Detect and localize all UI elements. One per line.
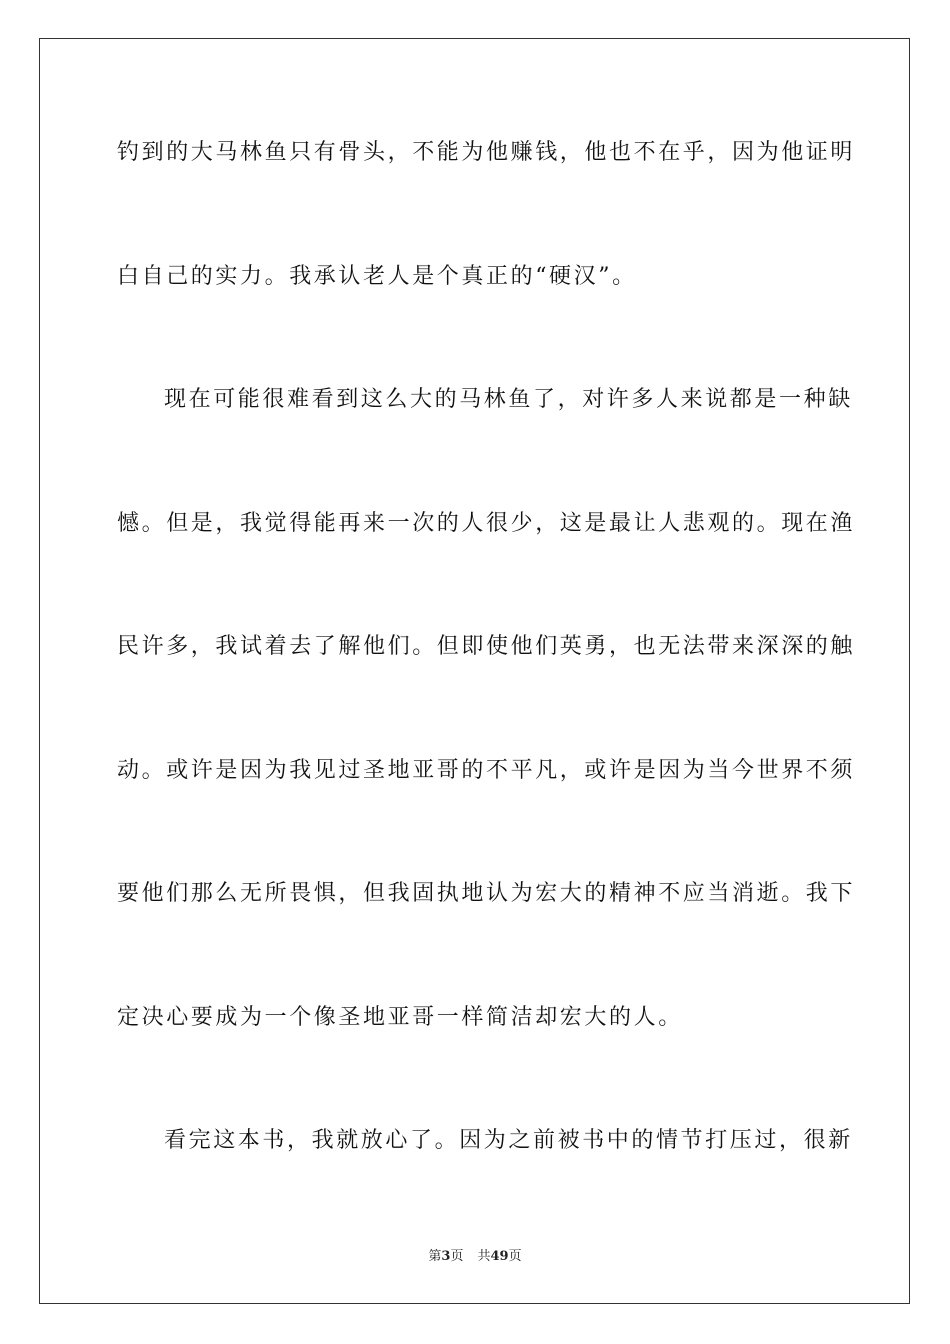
paragraph-2-line-2: 憾。但是，我觉得能再来一次的人很少，这是最让人悲观的。现在渔 — [117, 511, 856, 536]
page-prefix: 第 — [428, 1249, 442, 1264]
paragraph-2-line-6: 定决心要成为一个像圣地亚哥一样简洁却宏大的人。 — [117, 1005, 683, 1030]
page-border — [39, 38, 910, 1304]
paragraph-2-line-1: 现在可能很难看到这么大的马林鱼了，对许多人来说都是一种缺 — [164, 387, 853, 412]
paragraph-3-line-1: 看完这本书，我就放心了。因为之前被书中的情节打压过，很新 — [164, 1128, 853, 1153]
total-prefix: 共 — [477, 1249, 491, 1264]
paragraph-2-line-5: 要他们那么无所畏惧，但我固执地认为宏大的精神不应当消逝。我下 — [117, 881, 856, 906]
page-footer — [0, 1248, 950, 1266]
body-line-1: 钓到的大马林鱼只有骨头，不能为他赚钱，他也不在乎，因为他证明 — [117, 140, 856, 165]
paragraph-2-line-3: 民许多，我试着去了解他们。但即使他们英勇，也无法带来深深的触 — [117, 634, 856, 659]
page-number: 3 — [441, 1249, 451, 1264]
total-pages: 49 — [490, 1249, 509, 1264]
page-suffix: 页 — [450, 1249, 464, 1264]
paragraph-2-line-4: 动。或许是因为我见过圣地亚哥的不平凡，或许是因为当今世界不须 — [117, 758, 856, 783]
total-suffix: 页 — [508, 1249, 522, 1264]
body-line-2: 白自己的实力。我承认老人是个真正的“硬汉”。 — [117, 264, 637, 289]
